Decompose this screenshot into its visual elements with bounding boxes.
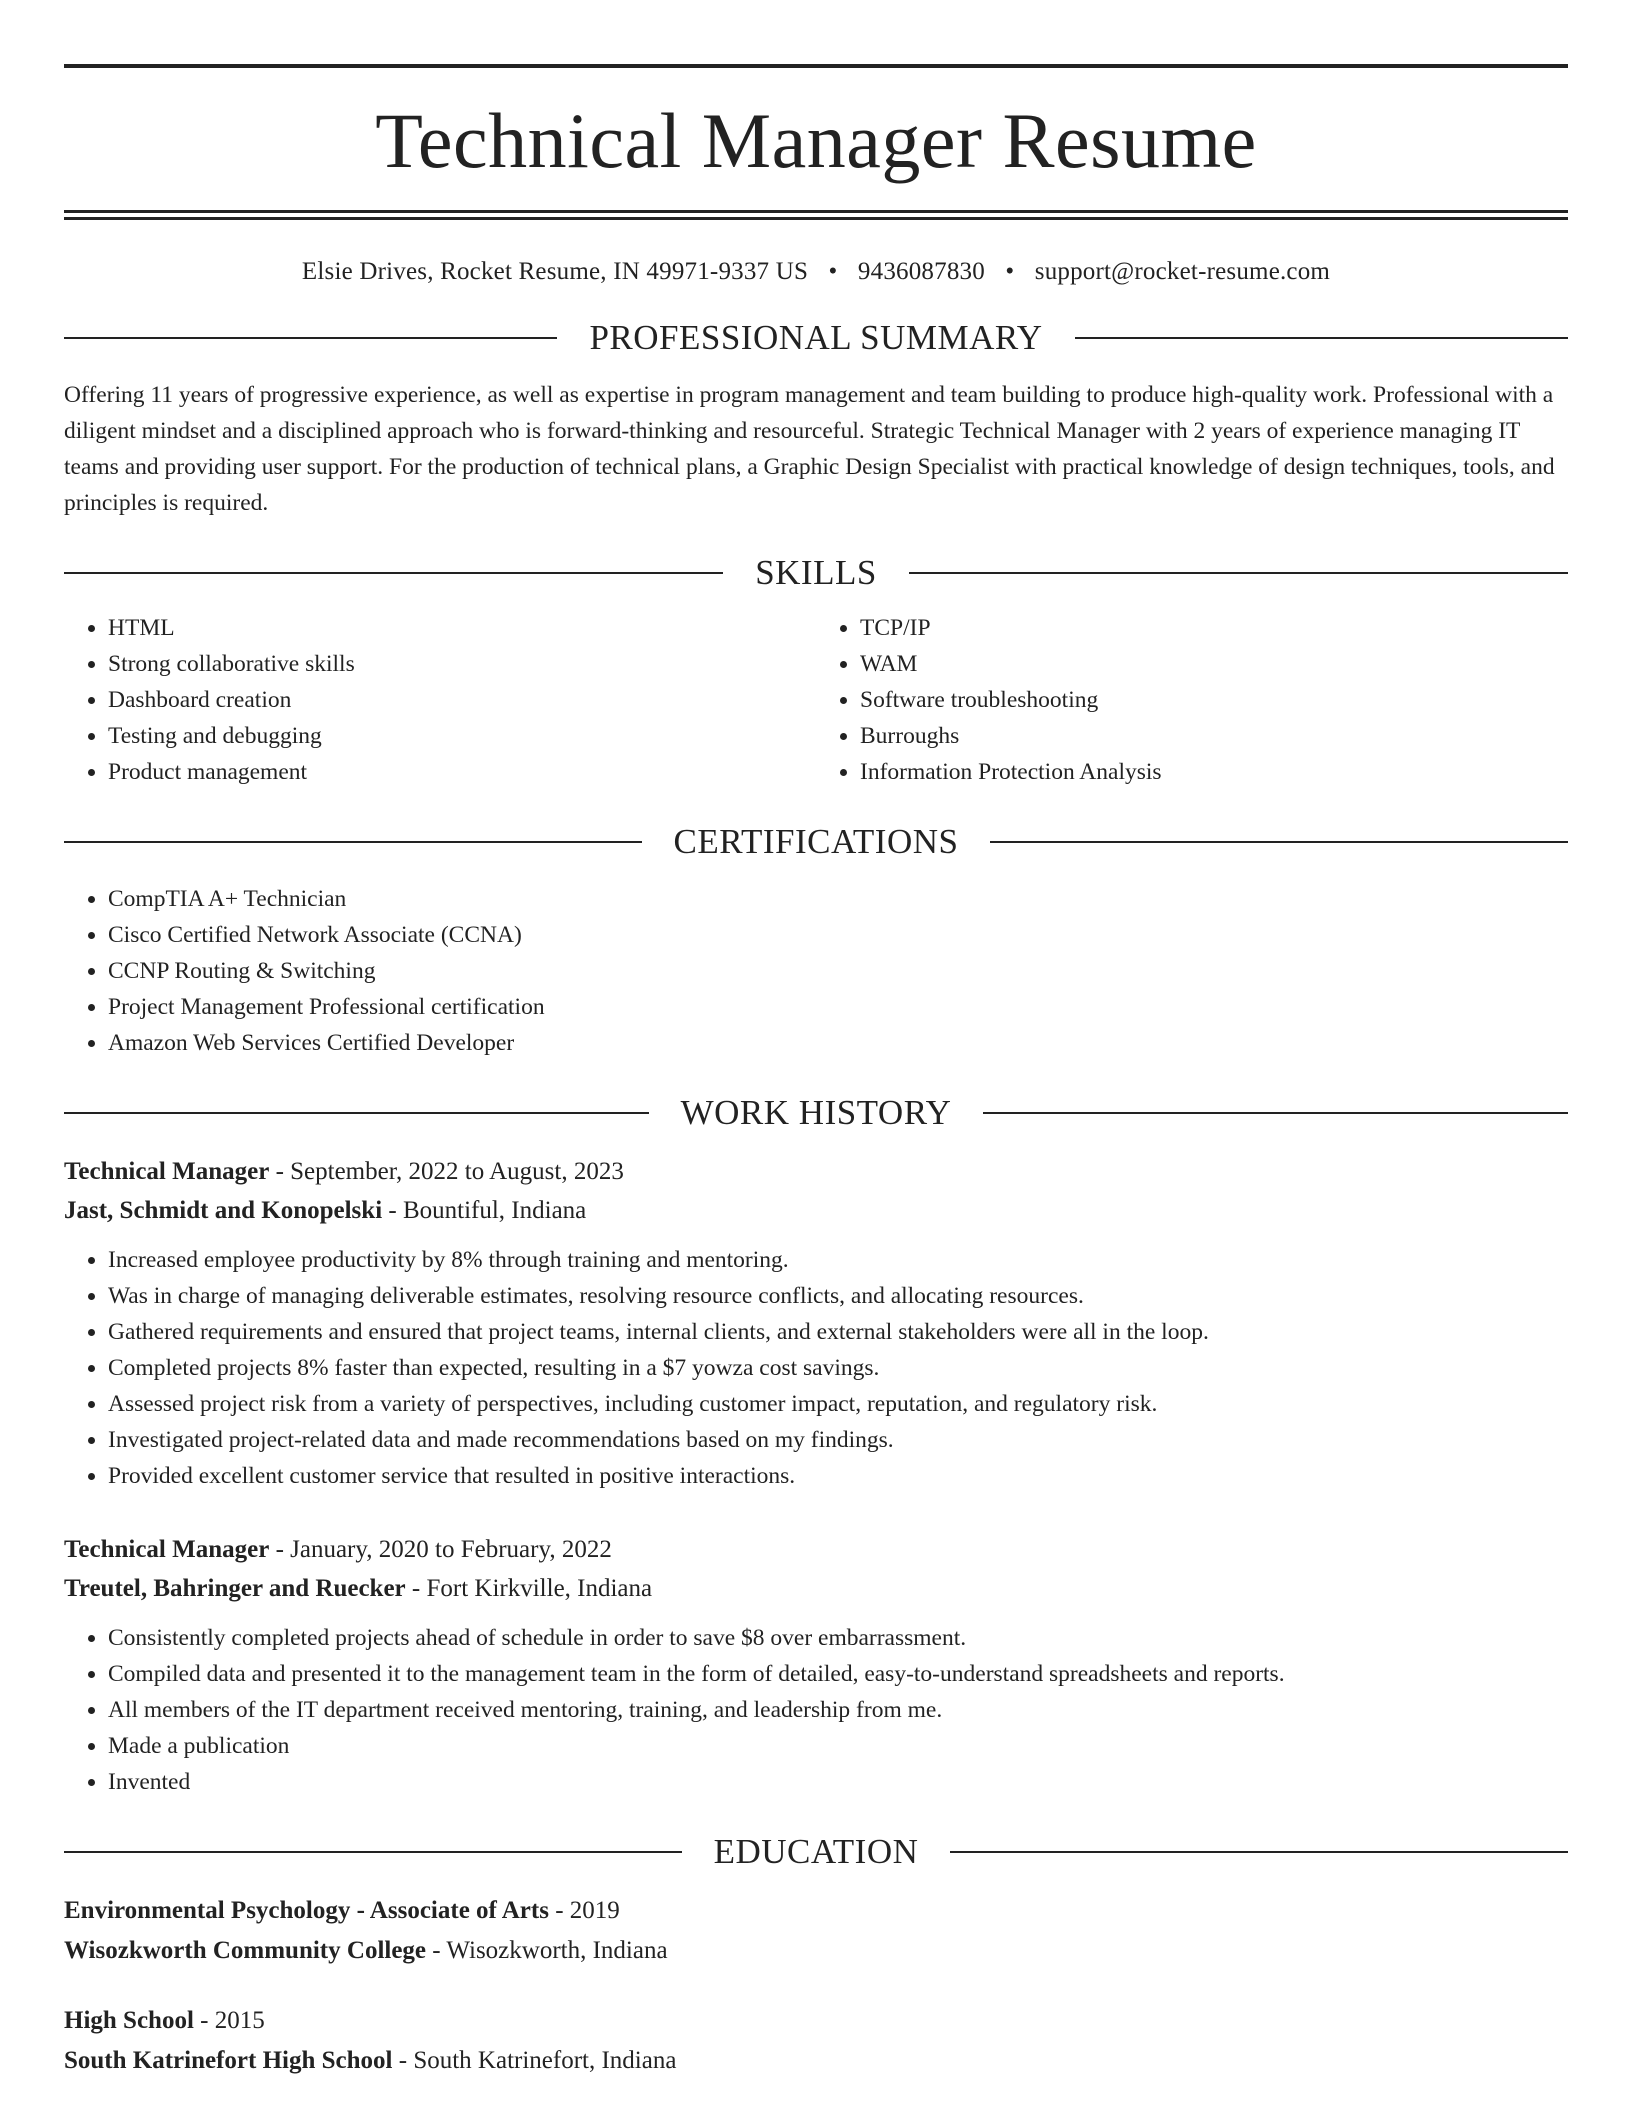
job-bullet: • Completed projects 8% faster than expected, resulting in a $7 yowza cost savings.	[108, 1350, 1568, 1386]
job-bullets	[64, 1242, 1568, 1494]
edu-year: - 2019	[548, 1897, 620, 1924]
education-section-heading	[64, 1834, 1568, 1869]
job-dates: - September, 2022 to August, 2023	[269, 1158, 624, 1185]
education-entry	[64, 2001, 1568, 2081]
contact-phone: 9436087830	[857, 258, 985, 285]
skills-column-left	[64, 610, 816, 790]
edu-school: South Katrinefort High School	[64, 2047, 393, 2074]
divider-line	[909, 572, 1568, 574]
job-title: Technical Manager	[64, 1536, 270, 1563]
divider-line	[64, 337, 557, 339]
cert-item: • Amazon Web Services Certified Developer	[108, 1025, 1568, 1061]
education-entry	[64, 1891, 1568, 1971]
job-title-line	[64, 1152, 1568, 1191]
contact-separator: •	[828, 258, 838, 285]
skills-heading: SKILLS	[755, 553, 877, 592]
skill-item: • Testing and debugging	[108, 718, 816, 754]
contact-email[interactable]: support@rocket-resume.com	[1034, 258, 1331, 285]
work-heading: WORK HISTORY	[680, 1093, 952, 1132]
job-bullet: • Assessed project risk from a variety of perspectives, including customer impact, reputation, and regulatory risk.	[108, 1386, 1568, 1422]
divider-line	[983, 1112, 1568, 1114]
job-company-line	[64, 1569, 1568, 1608]
cert-item: • Project Management Professional certification	[108, 989, 1568, 1025]
skill-item: • WAM	[860, 646, 1568, 682]
divider-line	[950, 1851, 1568, 1853]
certs-section-heading	[64, 824, 1568, 859]
edu-year: - 2015	[193, 2007, 265, 2034]
skill-item: • HTML	[108, 610, 816, 646]
work-section-heading	[64, 1095, 1568, 1130]
skills-section-heading	[64, 555, 1568, 590]
edu-location: - Wisozkworth, Indiana	[426, 1937, 668, 1964]
job-bullet: • Increased employee productivity by 8% through training and mentoring.	[108, 1242, 1568, 1278]
cert-item: • Cisco Certified Network Associate (CCNA)	[108, 917, 1568, 953]
contact-line	[64, 258, 1568, 286]
edu-location: - South Katrinefort, Indiana	[392, 2047, 677, 2074]
edu-degree-line	[64, 1891, 1568, 1931]
job-bullet: • Investigated project-related data and made recommendations based on my findings.	[108, 1422, 1568, 1458]
job-bullet: • Provided excellent customer service that resulted in positive interactions.	[108, 1458, 1568, 1494]
skill-item: • TCP/IP	[860, 610, 1568, 646]
job-bullet: • Made a publication	[108, 1728, 1568, 1764]
edu-school: Wisozkworth Community College	[64, 1937, 427, 1964]
divider-line	[64, 841, 642, 843]
job-bullet: • Invented	[108, 1764, 1568, 1800]
divider-line	[64, 1112, 649, 1114]
skill-item: • Product management	[108, 754, 816, 790]
summary-text: Offering 11 years of progressive experience, as well as expertise in program management and team building to produce high-quality work. Professional with a diligent mindset and a disciplined approach who is forward-thinking and resourceful. Strategic Technical Manager with 2 years of experience managing IT teams and providing user support. For the production of technical plans, a Graphic Design Specialist with practical knowledge of design techniques, tools, and principles is required.	[64, 382, 1555, 516]
divider-line	[64, 1851, 682, 1853]
skill-item: • Strong collaborative skills	[108, 646, 816, 682]
job-bullet: • All members of the IT department received mentoring, training, and leadership from me.	[108, 1692, 1568, 1728]
job-company: Treutel, Bahringer and Ruecker	[64, 1575, 406, 1602]
cert-item: • CCNP Routing & Switching	[108, 953, 1568, 989]
divider-line	[64, 572, 723, 574]
skill-item: • Burroughs	[860, 718, 1568, 754]
edu-degree-line	[64, 2001, 1568, 2041]
education-heading: EDUCATION	[713, 1832, 919, 1871]
job-bullet: • Compiled data and presented it to the management team in the form of detailed, easy-to-understand spreadsheets and reports.	[108, 1656, 1568, 1692]
skills-column-right	[816, 610, 1568, 790]
skills-list	[64, 610, 1568, 790]
cert-item: • CompTIA A+ Technician	[108, 881, 1568, 917]
skill-item: • Dashboard creation	[108, 682, 816, 718]
summary-section-heading	[64, 320, 1568, 355]
job-company: Jast, Schmidt and Konopelski	[64, 1197, 383, 1224]
title-double-rule	[64, 210, 1568, 220]
skill-item: • Software troubleshooting	[860, 682, 1568, 718]
divider-line	[1075, 337, 1568, 339]
job-bullets	[64, 1620, 1568, 1800]
divider-line	[990, 841, 1568, 843]
certifications-list	[64, 881, 1568, 1061]
job-bullet: • Was in charge of managing deliverable estimates, resolving resource conflicts, and allocating resources.	[108, 1278, 1568, 1314]
job-dates: - January, 2020 to February, 2022	[269, 1536, 612, 1563]
contact-separator: •	[1005, 258, 1015, 285]
edu-school-line	[64, 1931, 1568, 1971]
job-title-line	[64, 1530, 1568, 1569]
page-title: Technical Manager Resume	[375, 97, 1257, 184]
resume-page	[64, 64, 1568, 2081]
edu-degree: High School	[64, 2007, 194, 2034]
job-title: Technical Manager	[64, 1158, 270, 1185]
job-bullet: • Consistently completed projects ahead of schedule in order to save $8 over embarrassment.	[108, 1620, 1568, 1656]
job-location: - Fort Kirkville, Indiana	[405, 1575, 653, 1602]
edu-school-line	[64, 2041, 1568, 2081]
edu-degree: Environmental Psychology - Associate of Arts	[64, 1897, 549, 1924]
job-entry	[64, 1152, 1568, 1494]
contact-address: Elsie Drives, Rocket Resume, IN 49971-9337 US	[301, 258, 809, 285]
skill-item: • Information Protection Analysis	[860, 754, 1568, 790]
job-location: - Bountiful, Indiana	[382, 1197, 587, 1224]
certs-heading: CERTIFICATIONS	[673, 822, 959, 861]
job-entry	[64, 1530, 1568, 1800]
summary-heading: PROFESSIONAL SUMMARY	[589, 318, 1043, 357]
job-company-line	[64, 1191, 1568, 1230]
job-bullet: • Gathered requirements and ensured that project teams, internal clients, and external stakeholders were all in the loop.	[108, 1314, 1568, 1350]
